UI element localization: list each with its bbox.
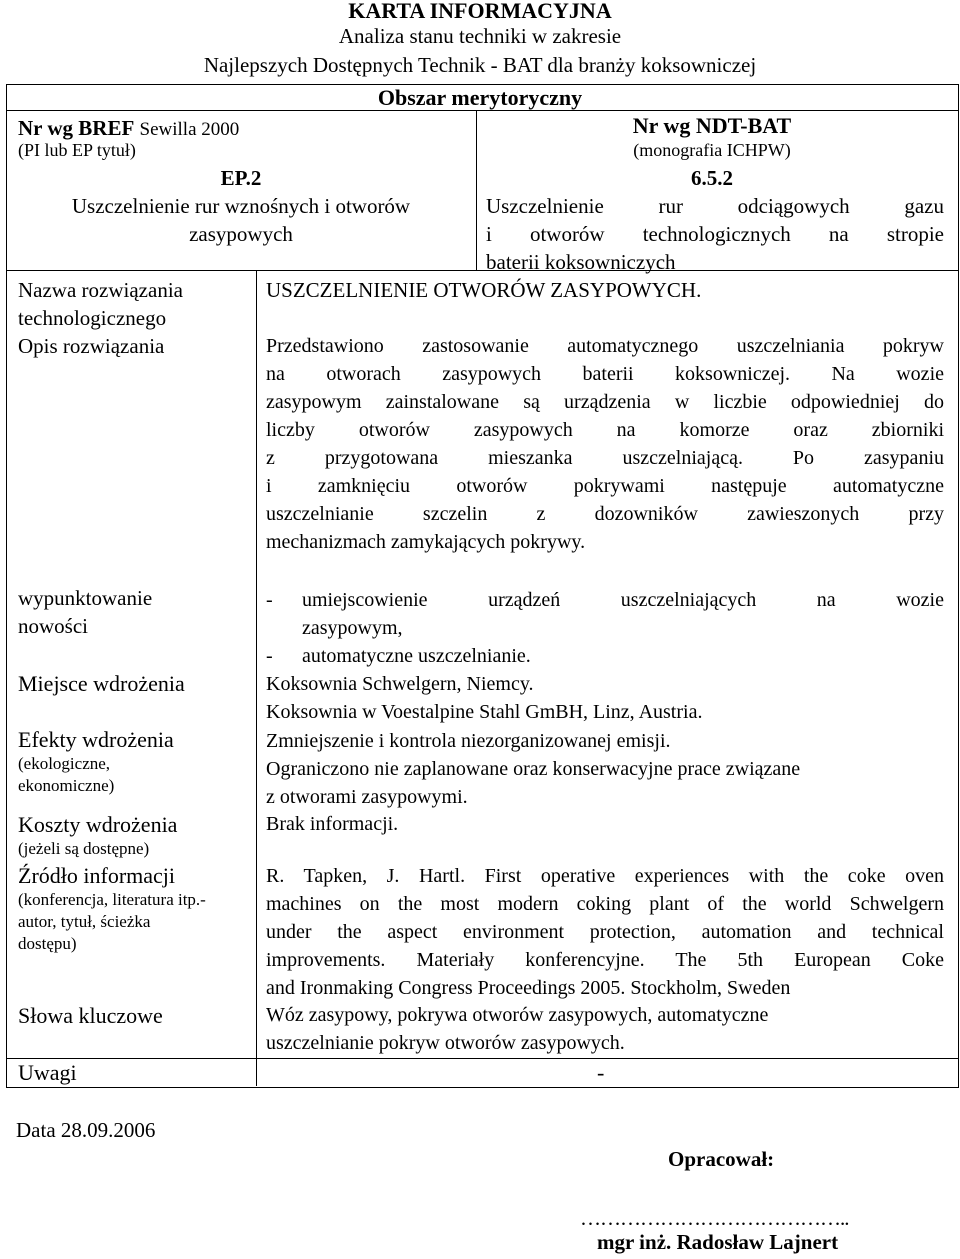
effects-line: Ograniczono nie zaplanowane oraz konserwacyjne prace związane bbox=[266, 758, 801, 780]
solution-name-value: USZCZELNIENIE OTWORÓW ZASYPOWYCH. bbox=[266, 278, 702, 302]
list-dash: - bbox=[266, 589, 273, 611]
list-dash: - bbox=[266, 645, 273, 667]
description-line: uszczelnianie szczelin z dozowników zawieszonych przy bbox=[266, 503, 944, 525]
list-item bbox=[266, 642, 944, 670]
header-subtitle-1: Analiza stanu techniki w zakresie bbox=[338, 24, 622, 48]
effects-label-sub: ekonomiczne) bbox=[18, 776, 115, 795]
keywords-label: Słowa kluczowe bbox=[18, 1003, 163, 1028]
source-label-sub: dostępu) bbox=[18, 934, 77, 953]
location-line: Koksownia w Voestalpine Stahl GmBH, Linz, Austria. bbox=[266, 701, 703, 723]
signature-line: ………………………………….. bbox=[580, 1206, 849, 1230]
ndt-bat-code: 6.5.2 bbox=[691, 166, 733, 190]
description-line: mechanizmach zamykających pokrywy. bbox=[266, 531, 586, 553]
keywords-line: Wóz zasypowy, pokrywa otworów zasypowych, automatyczne bbox=[266, 1004, 769, 1026]
source-label-sub: (konferencja, literatura itp.- bbox=[18, 890, 206, 909]
description-line: z przygotowana mieszanka uszczelniającą. Po zasypaniu bbox=[266, 447, 944, 469]
prepared-by-label: Opracował: bbox=[668, 1147, 775, 1171]
effects-line: z otworami zasypowymi. bbox=[266, 786, 468, 808]
source-value bbox=[266, 862, 944, 1002]
remarks-value: - bbox=[597, 1060, 605, 1085]
document-title: KARTA INFORMACYJNA bbox=[348, 0, 612, 23]
divider bbox=[256, 270, 257, 1086]
section-title: Obszar merytoryczny bbox=[377, 85, 583, 110]
ndt-bat-sublabel: (monografia ICHPW) bbox=[633, 140, 791, 160]
source-line: improvements. Materiały konferencyjne. The 5th European Coke bbox=[266, 949, 944, 971]
solution-name-label-line1: Nazwa rozwiązania bbox=[18, 278, 183, 302]
effects-label bbox=[18, 727, 174, 797]
header-subtitle-2: Najlepszych Dostępnych Technik - BAT dla branży koksowniczej bbox=[203, 53, 757, 77]
remarks-label: Uwagi bbox=[18, 1060, 77, 1085]
bref-title-line1: Uszczelnienie rur wznośnych i otworów bbox=[71, 194, 411, 218]
ndt-bat-title-line3: baterii koksowniczych bbox=[486, 250, 676, 274]
location-value bbox=[266, 670, 702, 726]
document-date: Data 28.09.2006 bbox=[16, 1118, 156, 1142]
location-line: Koksownia Schwelgern, Niemcy. bbox=[266, 673, 534, 695]
list-item-text: zasypowym, bbox=[302, 617, 403, 639]
keywords-value bbox=[266, 1001, 768, 1057]
bref-label-bold: Nr wg BREF bbox=[18, 116, 135, 140]
source-line: machines on the most modern coking plant of the world Schwelgern bbox=[266, 893, 944, 915]
costs-label-title: Koszty wdrożenia bbox=[18, 812, 178, 837]
bref-sublabel: (PI lub EP tytuł) bbox=[18, 140, 136, 160]
bref-code: EP.2 bbox=[220, 166, 262, 190]
list-item bbox=[266, 586, 944, 642]
source-label bbox=[18, 863, 206, 955]
description-line: na otworach zasypowych baterii koksowniczej. Na wozie bbox=[266, 363, 944, 385]
description-text bbox=[266, 332, 944, 556]
description-line: i zamknięciu otworów pokrywami następuje automatyczne bbox=[266, 475, 944, 497]
source-label-sub: autor, tytuł, ścieżka bbox=[18, 912, 151, 931]
novelty-label-line2: nowości bbox=[18, 614, 88, 638]
effects-value bbox=[266, 727, 800, 811]
divider bbox=[6, 110, 958, 111]
description-line: Przedstawiono zastosowanie automatycznego uszczelniania pokryw bbox=[266, 335, 944, 357]
costs-label bbox=[18, 812, 177, 860]
list-item-text: automatyczne uszczelnianie. bbox=[302, 645, 531, 667]
location-label: Miejsce wdrożenia bbox=[18, 671, 185, 696]
novelty-label bbox=[18, 584, 152, 640]
effects-label-title: Efekty wdrożenia bbox=[18, 727, 174, 752]
ndt-bat-label: Nr wg NDT-BAT bbox=[632, 113, 792, 138]
costs-value: Brak informacji. bbox=[266, 813, 399, 835]
divider bbox=[6, 270, 958, 271]
bref-label-normal: Sewilla 2000 bbox=[139, 119, 240, 140]
description-line: liczby otworów zasypowych na komorze oraz zbiorniki bbox=[266, 419, 944, 441]
source-line: R. Tapken, J. Hartl. First operative experiences with the coke oven bbox=[266, 865, 944, 887]
divider bbox=[6, 1058, 958, 1059]
description-line: zasypowym zainstalowane są urządzenia w liczbie odpowiedniej do bbox=[266, 391, 944, 413]
effects-label-sub: (ekologiczne, bbox=[18, 754, 111, 773]
costs-label-sub: (jeżeli są dostępne) bbox=[18, 839, 150, 858]
source-line: and Ironmaking Congress Proceedings 2005. Stockholm, Sweden bbox=[266, 977, 791, 999]
solution-name-label-line2: technologicznego bbox=[18, 306, 167, 330]
novelty-label-line1: wypunktowanie bbox=[18, 586, 153, 610]
keywords-line: uszczelnianie pokryw otworów zasypowych. bbox=[266, 1032, 625, 1054]
solution-name-label bbox=[18, 276, 183, 332]
source-line: under the aspect environment protection, automation and technical bbox=[266, 921, 944, 943]
source-label-title: Źródło informacji bbox=[18, 863, 176, 888]
ndt-bat-title-line2: i otworów technologicznych na stropie bbox=[486, 222, 944, 246]
author-name: mgr inż. Radosław Lajnert bbox=[597, 1230, 839, 1254]
effects-line: Zmniejszenie i kontrola niezorganizowanej emisji. bbox=[266, 730, 671, 752]
list-item-text: umiejscowienie urządzeń uszczelniających na wozie bbox=[302, 589, 944, 611]
novelty-list bbox=[266, 586, 944, 670]
bref-title-line2: zasypowych bbox=[189, 222, 293, 246]
description-label: Opis rozwiązania bbox=[18, 334, 165, 358]
ndt-bat-title-line1: Uszczelnienie rur odciągowych gazu bbox=[486, 194, 944, 218]
